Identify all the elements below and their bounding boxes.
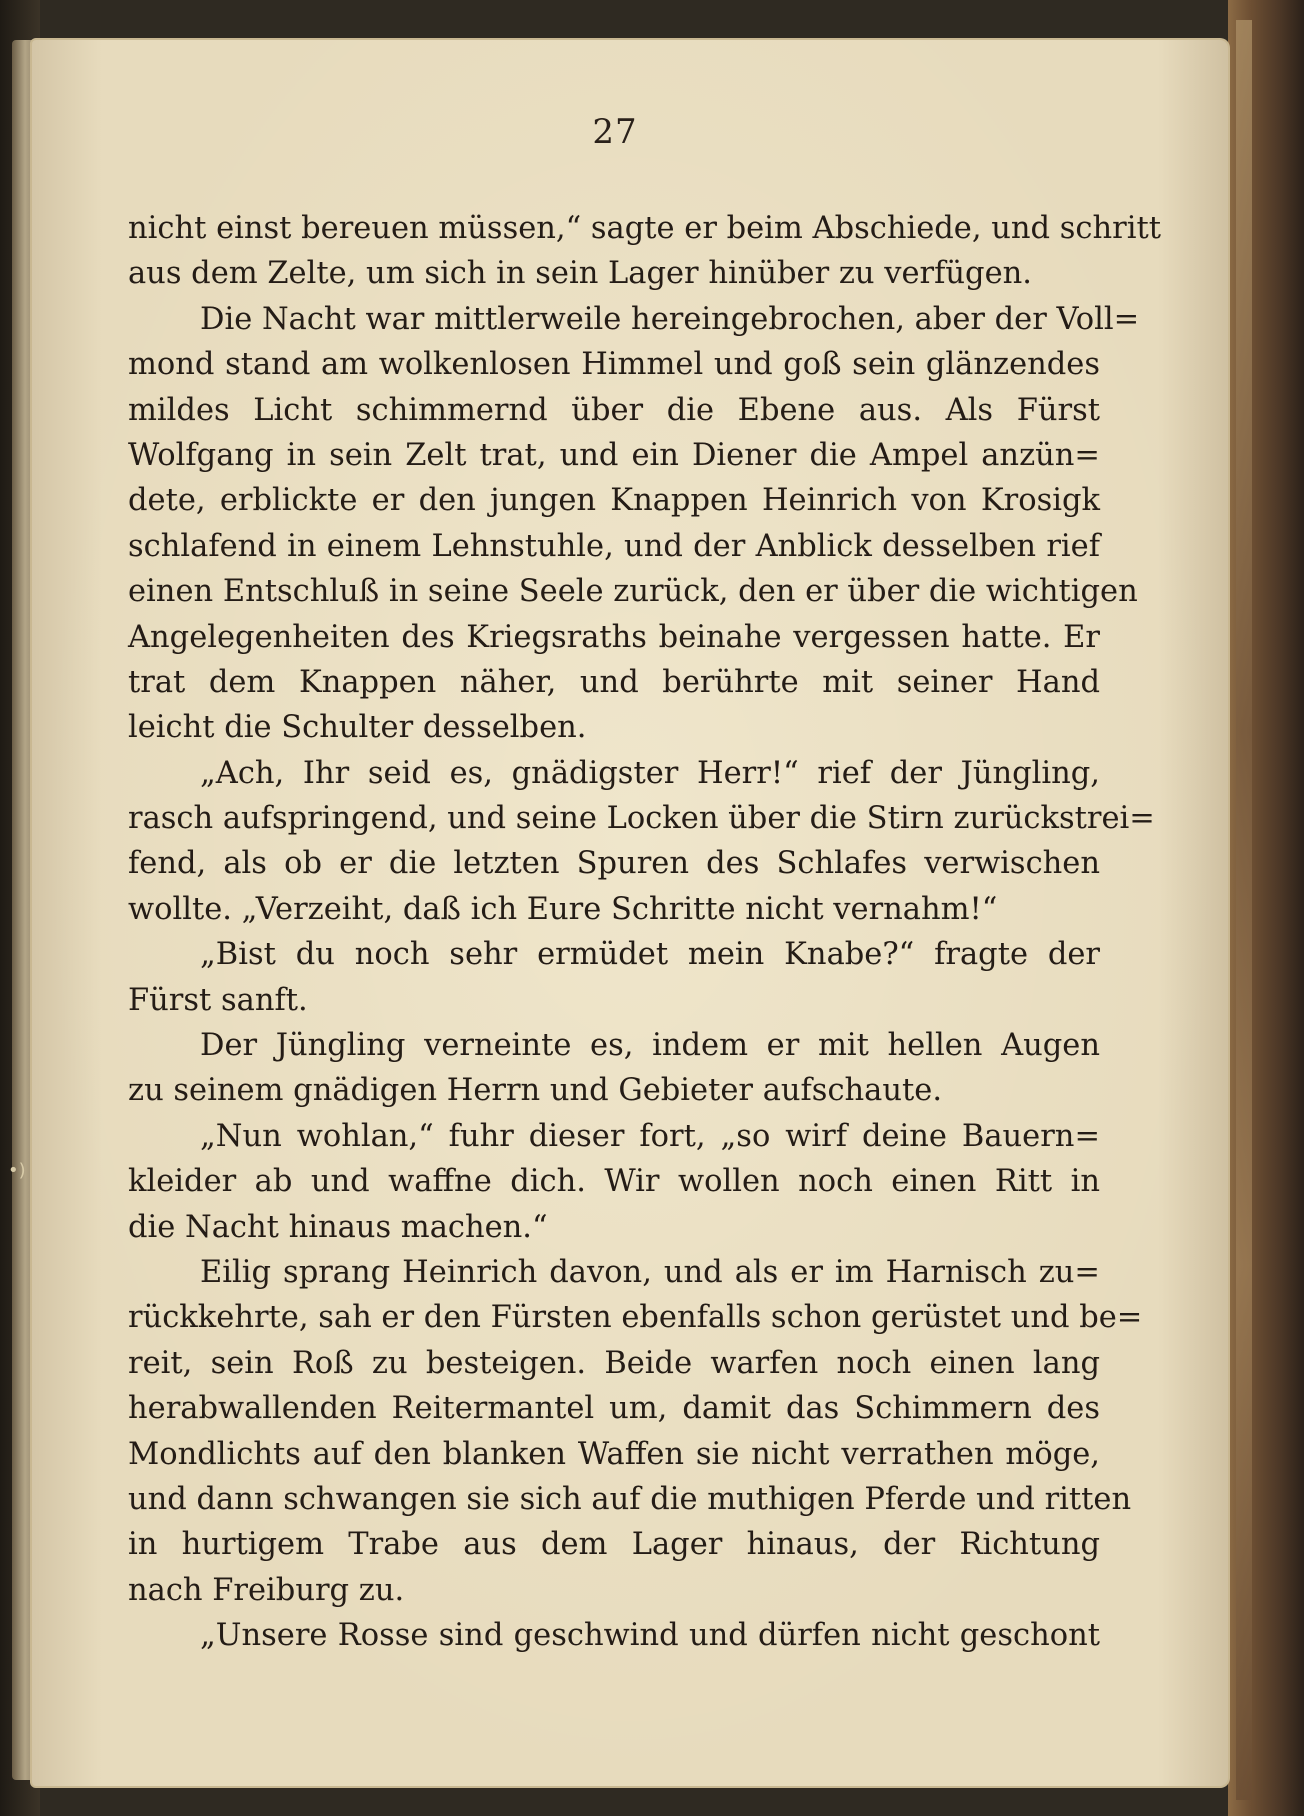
text-line: Eilig sprang Heinrich davon, und als er im Harnisch zu= — [200, 1254, 1100, 1290]
text-line: nach Freiburg zu. — [128, 1572, 405, 1608]
text-line: „Unsere Rosse sind geschwind und dürfen nicht geschont — [200, 1618, 1100, 1654]
text-line: die Nacht hinaus machen.“ — [128, 1209, 548, 1245]
text-line: in hurtigem Trabe aus dem Lager hinaus, der Richtung — [128, 1527, 1100, 1563]
text-line: leicht die Schulter desselben. — [128, 710, 587, 746]
text-line: nicht einst bereuen müssen,“ sagte er beim Abschiede, und schritt — [128, 211, 1161, 246]
text-line: Wolfgang in sein Zelt trat, und ein Diener die Ampel anzün= — [128, 437, 1100, 473]
text-line: aus dem Zelte, um sich in sein Lager hinüber zu verfügen. — [128, 256, 1032, 292]
text-line: Fürst sanft. — [128, 982, 308, 1018]
text-line: herabwallenden Reitermantel um, damit das Schimmern des — [128, 1391, 1100, 1427]
page-text — [128, 206, 1161, 1659]
text-line: rasch aufspringend, und seine Locken über die Stirn zurückstrei= — [128, 801, 1155, 837]
text-line: Der Jüngling verneinte es, indem er mit hellen Augen — [200, 1028, 1100, 1064]
text-line: schlafend in einem Lehnstuhle, und der Anblick desselben rief — [128, 528, 1100, 564]
text-line: Mondlichts auf den blanken Waffen sie nicht verrathen möge, — [128, 1436, 1100, 1472]
text-line: trat dem Knappen näher, und berührte mit seiner Hand — [128, 664, 1100, 700]
text-line: mond stand am wolkenlosen Himmel und goß sein glänzendes — [128, 347, 1100, 383]
text-line: „Bist du noch sehr ermüdet mein Knabe?“ fragte der — [200, 937, 1100, 973]
text-line: wollte. „Verzeiht, daß ich Eure Schritte nicht vernahm!“ — [128, 891, 998, 927]
text-line: rückkehrte, sah er den Fürsten ebenfalls schon gerüstet und be= — [128, 1300, 1143, 1336]
text-line: „Nun wohlan,“ fuhr dieser fort, „so wirf deine Bauern= — [200, 1118, 1100, 1154]
page-number: 27 — [592, 112, 638, 152]
text-line: kleider ab und waffne dich. Wir wollen noch einen Ritt in — [128, 1164, 1100, 1200]
text-line: und dann schwangen sie sich auf die muthigen Pferde und ritten — [128, 1481, 1132, 1517]
margin-mark: •) — [8, 1160, 26, 1181]
text-line: zu seinem gnädigen Herrn und Gebieter aufschaute. — [128, 1073, 943, 1109]
text-line: mildes Licht schimmernd über die Ebene aus. Als Fürst — [128, 392, 1100, 428]
cover-edge-stripe — [1236, 20, 1252, 1800]
text-line: „Ach, Ihr seid es, gnädigster Herr!“ rief der Jüngling, — [200, 755, 1100, 791]
text-line: dete, erblickte er den jungen Knappen Heinrich von Krosigk — [128, 483, 1100, 519]
text-line: einen Entschluß in seine Seele zurück, den er über die wichtigen — [128, 574, 1138, 610]
text-line: fend, als ob er die letzten Spuren des Schlafes verwischen — [128, 846, 1100, 882]
text-line: reit, sein Roß zu besteigen. Beide warfen noch einen lang — [128, 1345, 1100, 1381]
text-line: Die Nacht war mittlerweile hereingebrochen, aber der Voll= — [200, 301, 1140, 337]
text-line: Angelegenheiten des Kriegsraths beinahe vergessen hatte. Er — [128, 619, 1100, 655]
